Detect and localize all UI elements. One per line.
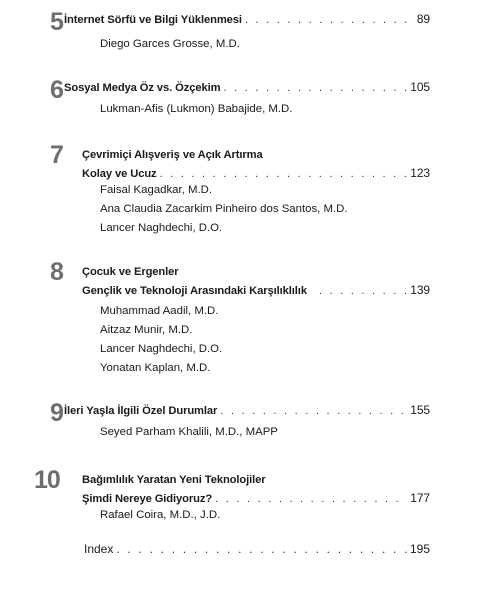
- dot-leader: [220, 405, 407, 417]
- title-text: İleri Yaşla İlgili Özel Durumlar: [64, 405, 218, 417]
- author: Ana Claudia Zacarkim Pinheiro dos Santos, M.D.: [100, 203, 348, 215]
- author-list: [100, 423, 278, 442]
- title-text: Gençlik ve Teknoloji Arasındaki Karşılıklılık: [82, 285, 307, 297]
- dot-leader: [224, 82, 408, 94]
- chapter-title: [64, 403, 430, 420]
- author: Lancer Naghdechi, D.O.: [100, 343, 223, 355]
- chapter-number: 8: [50, 258, 63, 286]
- author: Rafael Coira, M.D., J.D.: [100, 509, 221, 521]
- author-list: [100, 302, 222, 378]
- title-text: Bağımlılık Yaratan Yeni Teknolojiler: [82, 474, 266, 486]
- dot-leader: [215, 493, 407, 505]
- toc-entry-index: [84, 542, 430, 556]
- author-list: [100, 35, 240, 54]
- title-text: Çevrimiçi Alışveriş ve Açık Artırma: [82, 149, 263, 161]
- page-number: 89: [416, 12, 430, 26]
- title-text: Kolay ve Ucuz: [82, 168, 157, 180]
- page-number: 155: [410, 403, 430, 417]
- chapter-title: [64, 80, 430, 97]
- dot-leader: [245, 14, 414, 26]
- author: Diego Garces Grosse, M.D.: [100, 38, 240, 50]
- author: Lancer Naghdechi, D.O.: [100, 222, 223, 234]
- title-text: İnternet Sörfü ve Bilgi Yüklenmesi: [64, 14, 242, 26]
- title-text: Çocuk ve Ergenler: [82, 266, 179, 278]
- chapter-title: [82, 145, 430, 183]
- author: Aitzaz Munir, M.D.: [100, 324, 193, 336]
- title-line: [64, 403, 430, 420]
- author: Yonatan Kaplan, M.D.: [100, 362, 211, 374]
- chapter-number: 5: [50, 8, 63, 36]
- chapter-number: 7: [50, 141, 63, 169]
- index-label: Index: [84, 542, 114, 556]
- chapter-number: 10: [34, 466, 60, 494]
- title-line: [64, 12, 430, 29]
- chapter-title: [82, 470, 430, 508]
- page-number: 195: [409, 542, 430, 556]
- dot-leader: [319, 285, 407, 297]
- title-text: Sosyal Medya Öz vs. Özçekim: [64, 82, 221, 94]
- title-line: [82, 283, 430, 300]
- chapter-title: [82, 262, 430, 300]
- dot-leader: [160, 168, 408, 180]
- author: Faisal Kagadkar, M.D.: [100, 184, 213, 196]
- author-list: [100, 506, 220, 525]
- title-line: [82, 474, 430, 491]
- page-number: 123: [410, 166, 430, 180]
- title-text: Şimdi Nereye Gidiyoruz?: [82, 493, 213, 505]
- chapter-number: 9: [50, 399, 63, 427]
- page-number: 139: [410, 283, 430, 297]
- title-line: [82, 266, 430, 283]
- page-number: 105: [410, 80, 430, 94]
- author: Muhammad Aadil, M.D.: [100, 305, 219, 317]
- dot-leader: [116, 542, 407, 556]
- author-list: [100, 181, 348, 238]
- page-number: 177: [410, 491, 430, 505]
- author: Lukman-Afis (Lukmon) Babajide, M.D.: [100, 103, 293, 115]
- author: Seyed Parham Khalili, M.D., MAPP: [100, 426, 278, 438]
- title-line: [82, 149, 430, 166]
- chapter-title: [64, 12, 430, 29]
- title-line: [64, 80, 430, 97]
- chapter-number: 6: [50, 76, 63, 104]
- author-list: [100, 100, 292, 119]
